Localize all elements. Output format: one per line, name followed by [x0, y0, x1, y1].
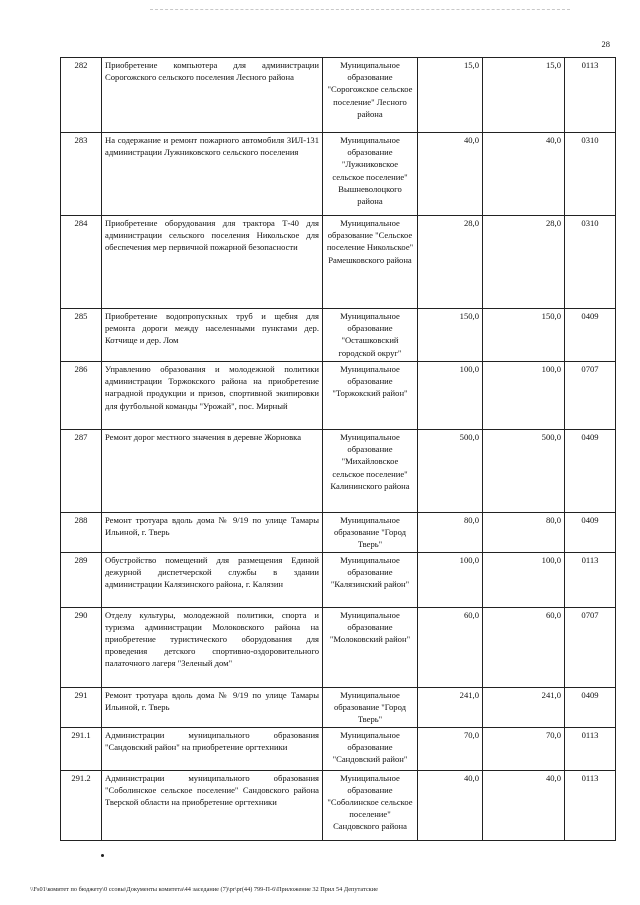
- row-number: 284: [61, 216, 102, 309]
- row-description: Ремонт тротуара вдоль дома № 9/19 по улице Тамары Ильиной, г. Тверь: [102, 513, 323, 553]
- row-number: 290: [61, 607, 102, 687]
- row-amount-2: 28,0: [483, 216, 565, 309]
- table-row: [61, 216, 616, 309]
- row-number: 283: [61, 133, 102, 216]
- row-description: Отделу культуры, молодежной политики, спорта и туризма администрации Молоковского района на приобретение туристического оборудования для проведения детского спортивно-оздоровительного палаточного лагеря "Зеленый дом": [102, 607, 323, 687]
- row-recipient: Муниципальное образование "Город Тверь": [323, 513, 418, 553]
- row-amount-2: 40,0: [483, 770, 565, 840]
- row-number: 291: [61, 687, 102, 727]
- row-amount-1: 70,0: [418, 727, 483, 770]
- table-row: [61, 727, 616, 770]
- table-row: [61, 58, 616, 133]
- row-number: 287: [61, 430, 102, 513]
- row-amount-1: 15,0: [418, 58, 483, 133]
- row-amount-1: 28,0: [418, 216, 483, 309]
- row-recipient: Муниципальное образование "Осташковский городской округ": [323, 309, 418, 362]
- row-amount-1: 80,0: [418, 513, 483, 553]
- row-amount-1: 60,0: [418, 607, 483, 687]
- row-number: 291.2: [61, 770, 102, 840]
- row-amount-1: 150,0: [418, 309, 483, 362]
- row-budget-code: 0113: [565, 552, 616, 607]
- row-recipient: Муниципальное образование "Молоковский район": [323, 607, 418, 687]
- table-row: [61, 430, 616, 513]
- appropriations-table: [60, 57, 616, 841]
- row-description: Администрации муниципального образования "Сандовский район" на приобретение оргтехники: [102, 727, 323, 770]
- row-amount-1: 100,0: [418, 552, 483, 607]
- row-recipient: Муниципальное образование "Сельское поселение Никольское" Рамешковского района: [323, 216, 418, 309]
- row-budget-code: 0113: [565, 770, 616, 840]
- row-recipient: Муниципальное образование "Лужниковское сельское поселение" Вышневолоцкого района: [323, 133, 418, 216]
- row-description: Управлению образования и молодежной политики администрации Торжокского района на приобретение наградной продукции и призов, спортивной экипировки для футбольной команды "Урожай", пос. Мирный: [102, 362, 323, 430]
- row-number: 291.1: [61, 727, 102, 770]
- row-amount-2: 100,0: [483, 362, 565, 430]
- row-description: На содержание и ремонт пожарного автомобиля ЗИЛ-131 администрации Лужниковского сельского поселения: [102, 133, 323, 216]
- row-recipient: Муниципальное образование "Город Тверь": [323, 687, 418, 727]
- row-budget-code: 0409: [565, 430, 616, 513]
- row-budget-code: 0113: [565, 58, 616, 133]
- row-budget-code: 0707: [565, 607, 616, 687]
- row-amount-2: 100,0: [483, 552, 565, 607]
- row-budget-code: 0113: [565, 727, 616, 770]
- row-recipient: Муниципальное образование "Михайловское сельское поселение" Калининского района: [323, 430, 418, 513]
- footer-file-path: \\Fs01\комитет по бюджету\0 ссовы\Документы комитета\44 заседание (7)\pr\pr(44) 799-П-6\Приложение 32 Прил 54 Депутатские: [30, 886, 378, 893]
- table-row: [61, 133, 616, 216]
- top-dashed-rule: [150, 9, 570, 10]
- table-row: [61, 607, 616, 687]
- row-number: 282: [61, 58, 102, 133]
- table-row: [61, 687, 616, 727]
- row-amount-1: 100,0: [418, 362, 483, 430]
- row-amount-1: 40,0: [418, 133, 483, 216]
- row-number: 289: [61, 552, 102, 607]
- row-budget-code: 0310: [565, 216, 616, 309]
- table-row: [61, 362, 616, 430]
- row-recipient: Муниципальное образование "Сорогожское сельское поселение" Лесного района: [323, 58, 418, 133]
- row-amount-2: 500,0: [483, 430, 565, 513]
- row-number: 285: [61, 309, 102, 362]
- table-body: [61, 58, 616, 841]
- table-row: [61, 309, 616, 362]
- row-amount-2: 60,0: [483, 607, 565, 687]
- row-description: Ремонт тротуара вдоль дома № 9/19 по улице Тамары Ильиной, г. Тверь: [102, 687, 323, 727]
- row-amount-2: 15,0: [483, 58, 565, 133]
- row-amount-2: 80,0: [483, 513, 565, 553]
- row-description: Приобретение водопропускных труб и щебня для ремонта дороги между населенными пунктами дер. Котчище и дер. Лом: [102, 309, 323, 362]
- row-description: Администрации муниципального образования "Соболинское сельское поселение" Сандовского района Тверской области на приобретение оргтехники: [102, 770, 323, 840]
- row-recipient: Муниципальное образование "Торжокский район": [323, 362, 418, 430]
- row-budget-code: 0409: [565, 309, 616, 362]
- row-number: 286: [61, 362, 102, 430]
- row-budget-code: 0409: [565, 513, 616, 553]
- row-amount-1: 40,0: [418, 770, 483, 840]
- page-number: 28: [601, 39, 610, 49]
- row-budget-code: 0409: [565, 687, 616, 727]
- row-amount-1: 500,0: [418, 430, 483, 513]
- row-recipient: Муниципальное образование "Сандовский район": [323, 727, 418, 770]
- stray-mark: [101, 854, 104, 857]
- row-description: Ремонт дорог местного значения в деревне Жорновка: [102, 430, 323, 513]
- row-description: Обустройство помещений для размещения Единой дежурной диспетчерской службы в здании администрации Калязинского района, г. Калязин: [102, 552, 323, 607]
- row-budget-code: 0310: [565, 133, 616, 216]
- row-description: Приобретение оборудования для трактора Т-40 для администрации сельского поселения Никольское для обеспечения мер первичной пожарной безопасности: [102, 216, 323, 309]
- row-amount-2: 70,0: [483, 727, 565, 770]
- row-description: Приобретение компьютера для администрации Сорогожского сельского поселения Лесного района: [102, 58, 323, 133]
- row-amount-1: 241,0: [418, 687, 483, 727]
- row-amount-2: 150,0: [483, 309, 565, 362]
- table-row: [61, 770, 616, 840]
- row-amount-2: 40,0: [483, 133, 565, 216]
- row-amount-2: 241,0: [483, 687, 565, 727]
- row-recipient: Муниципальное образование "Соболинское сельское поселение" Сандовского района: [323, 770, 418, 840]
- row-number: 288: [61, 513, 102, 553]
- table-row: [61, 513, 616, 553]
- row-budget-code: 0707: [565, 362, 616, 430]
- row-recipient: Муниципальное образование "Калязинский район": [323, 552, 418, 607]
- table-row: [61, 552, 616, 607]
